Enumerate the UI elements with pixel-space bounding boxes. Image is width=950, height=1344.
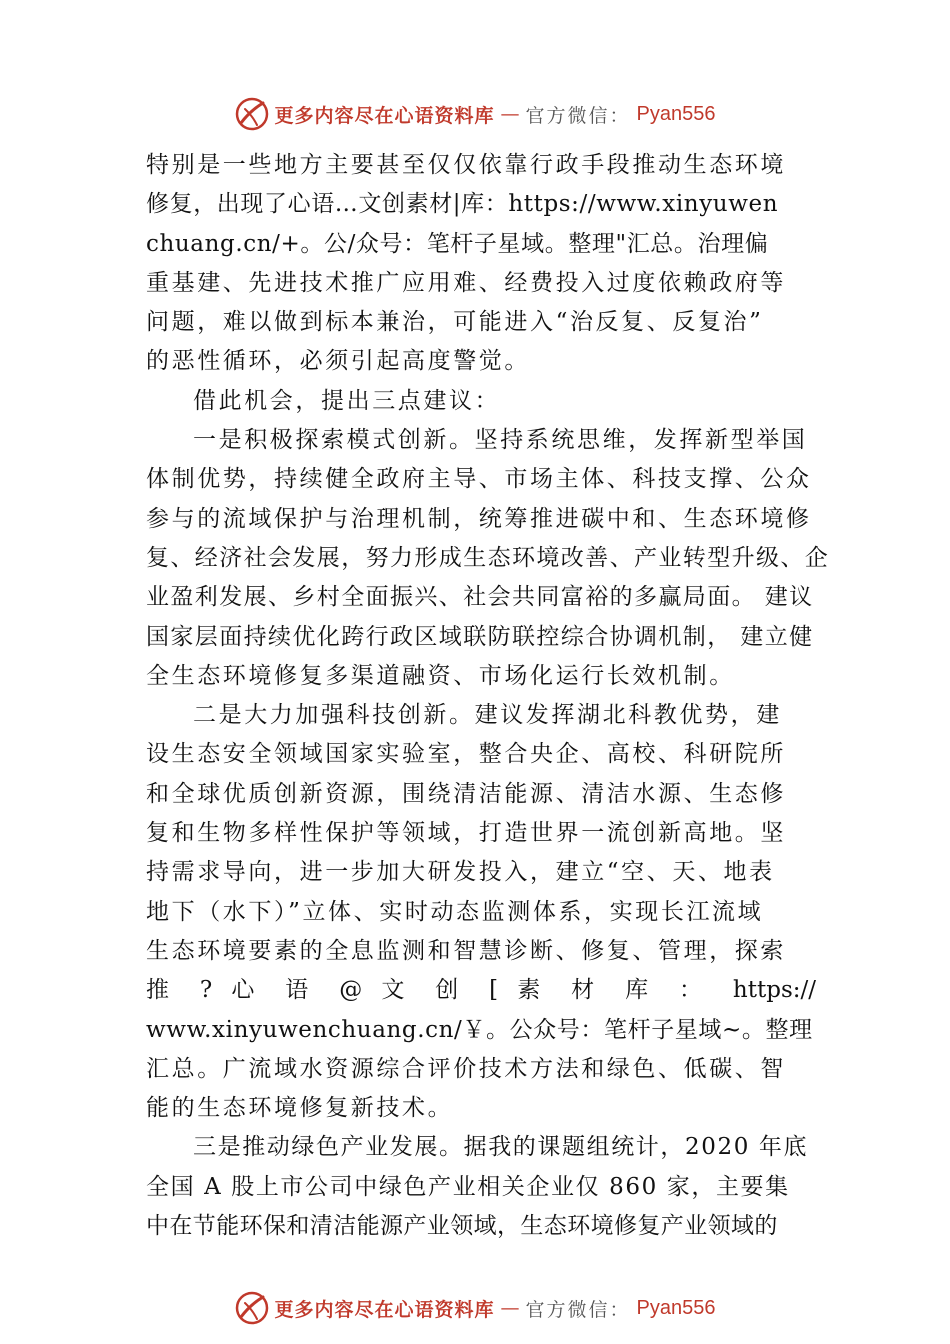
body-line: 持需求导向，进一步加大研发投入，建立“空、天、地表 [146,859,775,886]
watermark-brand-text: 更多内容尽在心语资料库 [274,104,495,127]
body-line: 业盈利发展、乡村全面振兴、社会共同富裕的多赢局面。 建议 [146,584,814,611]
pen-logo-icon [235,1291,269,1325]
body-line: 推 ? 心 语 @ 文 创 [ 素 材 库 ： https:// [146,977,816,1004]
body-line: 全生态环境修复多渠道融资、市场化运行长效机制。 [146,662,735,689]
body-line: 复、经济社会发展，努力形成生态环境改善、产业转型升级、企 [146,544,830,571]
body-line: 参与的流域保护与治理机制，统筹推进碳中和、生态环境修 [146,505,812,532]
body-line: 中在节能环保和清洁能源产业领域，生态环境修复产业领域的 [146,1213,778,1240]
watermark-brand-text: 更多内容尽在心语资料库 [274,1298,495,1321]
watermark-wechat-id: Pyan556 [636,1296,716,1319]
body-line: 全国 A 股上市公司中绿色产业相关企业仅 860 家，主要集 [146,1173,790,1200]
body-line: 国家层面持续优化跨行政区域联防联控综合协调机制， 建立健 [146,623,814,650]
pen-logo-icon [235,97,269,131]
body-line: 能的生态环境修复新技术。 [146,1095,454,1122]
watermark-wechat-label: 官方微信： [525,104,631,127]
body-line: 生态环境要素的全息监测和智慧诊断、修复、管理，探索 [146,937,786,964]
body-line: 汇总。广流域水资源综合评价技术方法和绿色、低碳、智 [146,1055,786,1082]
footer-watermark [0,1286,950,1330]
body-line: 和全球优质创新资源，围绕清洁能源、清洁水源、生态修 [146,780,786,807]
watermark-dash: — [500,1297,520,1319]
body-line: 体制优势，持续健全政府主导、市场主体、科技支撑、公众 [146,466,812,493]
body-line: 二是大力加强科技创新。建议发挥湖北科教优势，建 [193,702,782,729]
body-line: 特别是一些地方主要甚至仅仅依靠行政手段推动生态环境 [146,152,786,178]
body-line: 借此机会，提出三点建议： [193,387,501,414]
body-line: 一是积极探索模式创新。坚持系统思维，发挥新型举国 [193,427,808,454]
watermark-wechat-label: 官方微信： [525,1298,631,1321]
body-line: 地下（水下）”立体、实时动态监测体系，实现长江流域 [146,898,764,925]
body-line: 复和生物多样性保护等领域，打造世界一流创新高地。坚 [146,820,786,847]
body-line: 修复，出现了心语…文创素材|库：https://www.xinyuwen [146,191,779,218]
body-line: www.xinyuwenchuang.cn/￥。公众号：笔杆子星域~。整理 [146,1016,813,1043]
body-line: 设生态安全领域国家实验室，整合央企、高校、科研院所 [146,741,786,768]
body-line: 问题，难以做到标本兼治，可能进入“治反复、反复治” [146,309,764,336]
body-line: 三是推动绿色产业发展。据我的课题组统计，2020 年底 [193,1134,809,1161]
document-body [146,146,830,1246]
body-line: 的恶性循环，必须引起高度警觉。 [146,348,530,375]
body-line: chuang.cn/+。公/众号：笔杆子星域。整理"汇总。治理偏 [146,230,769,257]
header-watermark [0,92,950,136]
watermark-dash: — [500,103,520,125]
watermark-wechat-id: Pyan556 [636,102,716,125]
body-line: 重基建、先进技术推广应用难、经费投入过度依赖政府等 [146,269,786,296]
